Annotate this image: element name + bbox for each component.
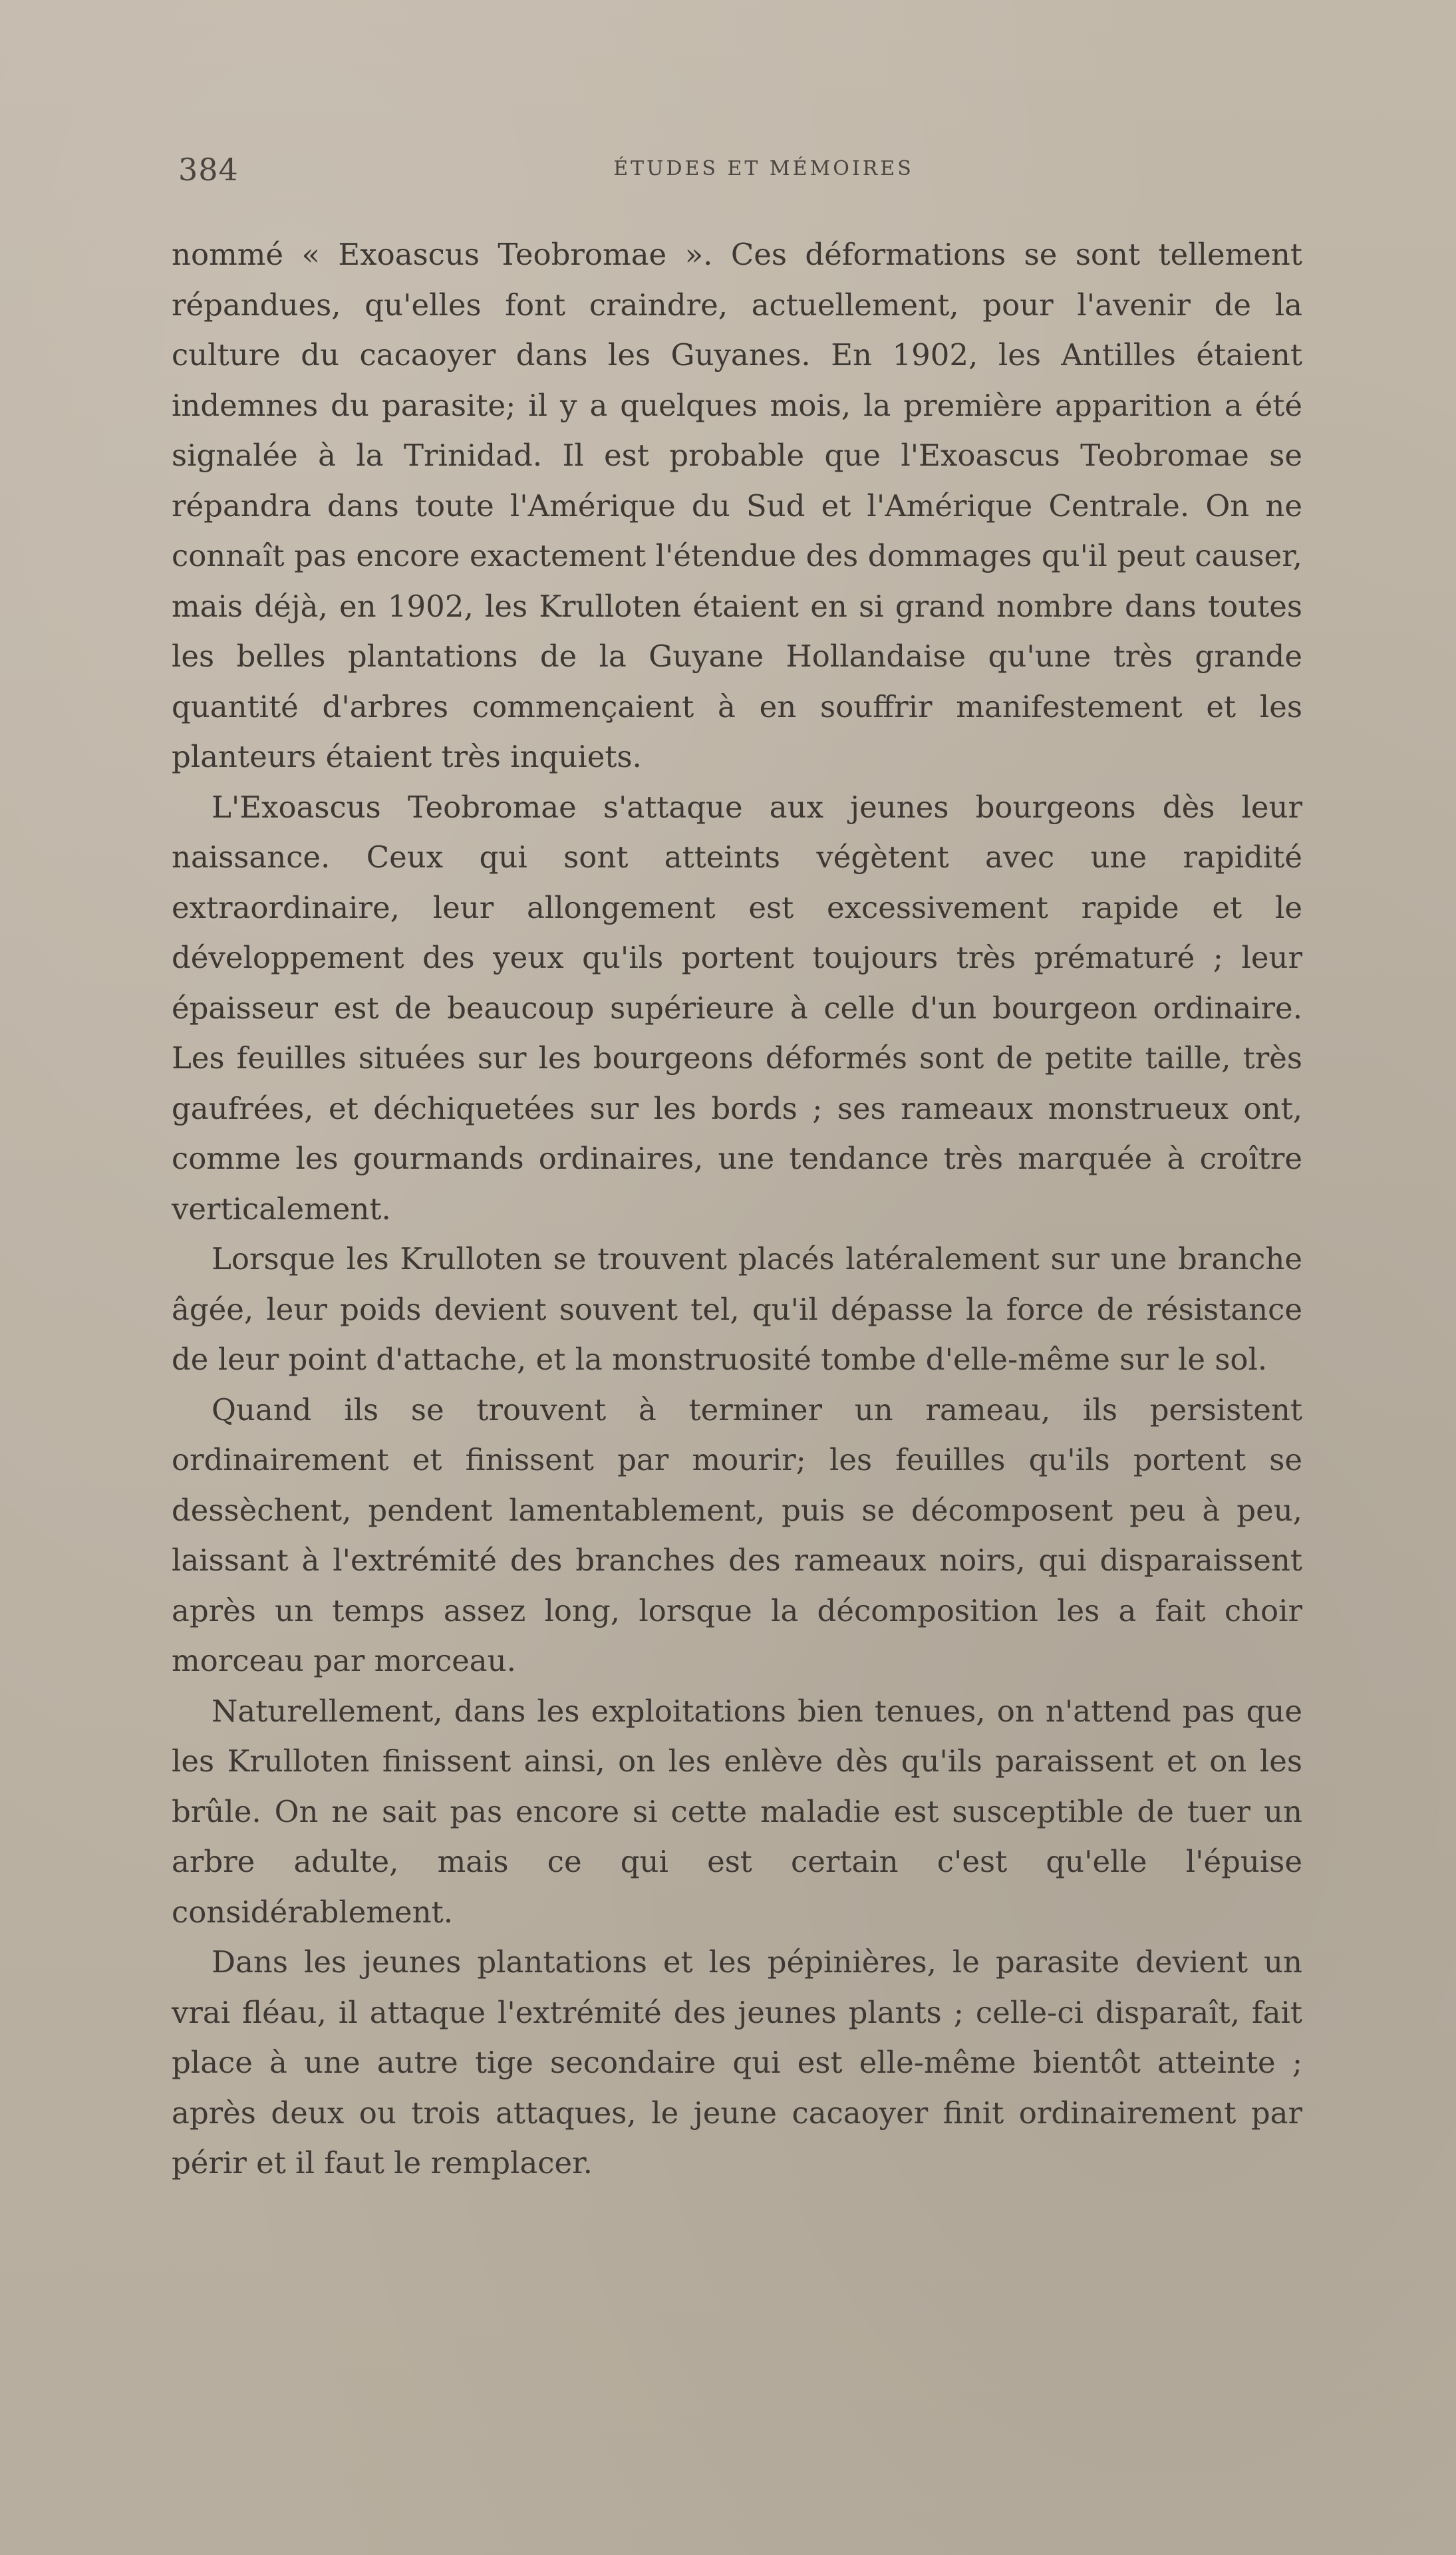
paragraph-continuation: nommé « Exoascus Teobromae ». Ces déformations se sont tellement répandues, qu'elles font craindre, actuellement, pour l'avenir de la culture du cacaoyer dans les Guyanes. En 1902, les Antilles étaient indemnes du parasite; il y a quelques mois, la première apparition a été signalée à la Trinidad. Il est probable que l'Exoascus Teobromae se répandra dans toute l'Amérique du Sud et l'Amérique Centrale. On ne connaît pas encore exactement l'étendue des dommages qu'il peut causer, mais déjà, en 1902, les Krulloten étaient en si grand nombre dans toutes les belles plantations de la Guyane Hollandaise qu'une très grande quantité d'arbres commençaient à en souffrir manifestement et les planteurs étaient très inquiets. (172, 237, 1302, 774)
page-number: 384 (178, 152, 239, 188)
body-text (172, 229, 1302, 2188)
paragraph: Naturellement, dans les exploitations bien tenues, on n'attend pas que les Krulloten finissent ainsi, on les enlève dès qu'ils paraissent et on les brûle. On ne sait pas encore si cette maladie est susceptible de tuer un arbre adulte, mais ce qui est certain c'est qu'elle l'épuise considérablement. (172, 1693, 1302, 1930)
paragraph: Dans les jeunes plantations et les pépinières, le parasite devient un vrai fléau, il attaque l'extrémité des jeunes plants ; celle-ci disparaît, fait place à une autre tige secondaire qui est elle-même bientôt atteinte ; après deux ou trois attaques, le jeune cacaoyer finit ordinairement par périr et il faut le remplacer. (172, 1944, 1302, 2180)
paragraph: L'Exoascus Teobromae s'attaque aux jeunes bourgeons dès leur naissance. Ceux qui sont atteints végètent avec une rapidité extraordinaire, leur allongement est excessivement rapide et le développement des yeux qu'ils portent toujours très prématuré ; leur épaisseur est de beaucoup supérieure à celle d'un bourgeon ordinaire. Les feuilles situées sur les bourgeons déformés sont de petite taille, très gaufrées, et déchiquetées sur les bords ; ses rameaux monstrueux ont, comme les gourmands ordinaires, une tendance très marquée à croître verticalement. (172, 789, 1302, 1227)
running-title: ÉTUDES ET MÉMOIRES (613, 157, 914, 180)
paragraph: Lorsque les Krulloten se trouvent placés latéralement sur une branche âgée, leur poids devient souvent tel, qu'il dépasse la force de résistance de leur point d'attache, et la monstruosité tombe d'elle-même sur le sol. (172, 1241, 1302, 1377)
page-header (178, 152, 1309, 192)
paragraph: Quand ils se trouvent à terminer un rameau, ils persistent ordinairement et finissent par mourir; les feuilles qu'ils portent se dessèchent, pendent lamentablement, puis se décomposent peu à peu, laissant à l'extrémité des branches des rameaux noirs, qui disparaissent après un temps assez long, lorsque la décomposition les a fait choir morceau par morceau. (172, 1392, 1302, 1678)
